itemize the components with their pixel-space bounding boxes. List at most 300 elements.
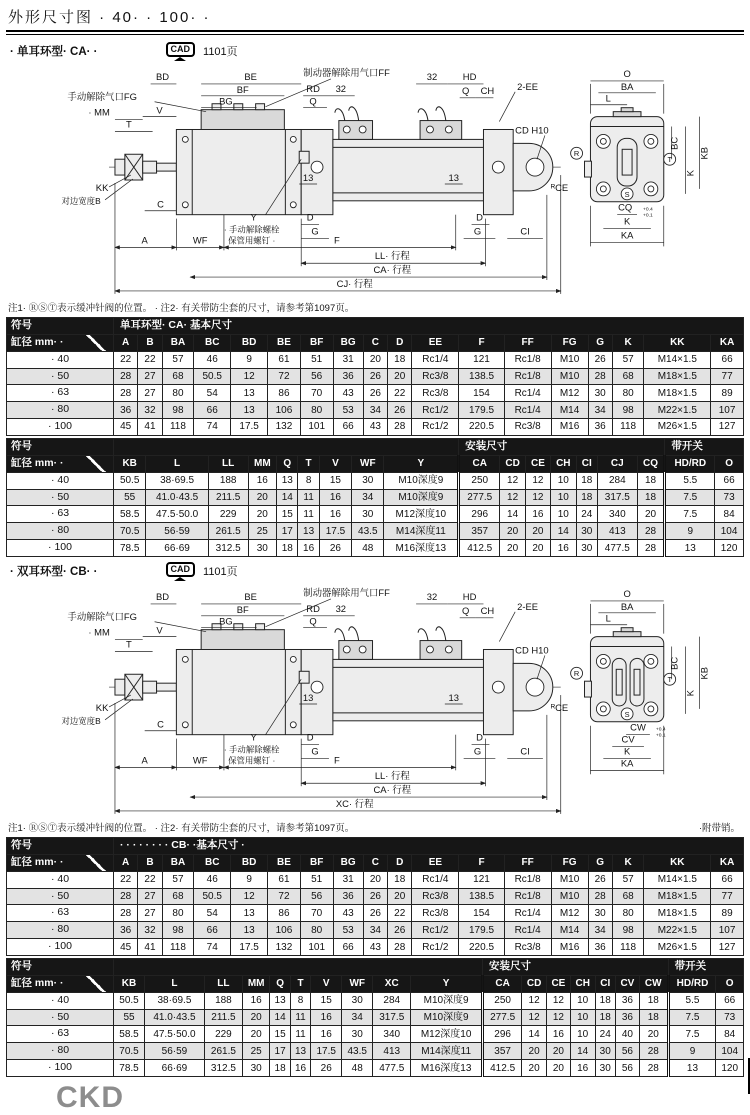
column-header: L: [145, 975, 205, 992]
row-label-bore: · 80: [7, 1043, 114, 1060]
column-header: CV: [615, 975, 639, 992]
rect-shape: [613, 112, 641, 117]
dim-cell: 55: [114, 1009, 145, 1026]
label-t: T: [125, 118, 132, 130]
circle-shape: [359, 646, 366, 653]
dim-cell: M14深度11: [411, 1043, 483, 1060]
dim-cell: 78.5: [114, 540, 146, 557]
dim-cell: 26: [311, 1060, 342, 1077]
dim-cell: M14: [551, 402, 588, 419]
dim-cell: 30: [342, 992, 373, 1009]
dim-cell: 41.0·43.5: [145, 1009, 205, 1026]
dim-cell: 56: [615, 1043, 639, 1060]
dim-cell: 20: [500, 523, 526, 540]
label-rce: ᴿCE: [550, 181, 569, 193]
column-header: D: [388, 334, 412, 351]
label-k1: K: [684, 169, 696, 177]
note-cb: [6, 819, 744, 837]
row-label-bore: · 40: [7, 472, 114, 489]
label-bc: BC: [668, 656, 680, 670]
label-g1: G: [311, 745, 319, 757]
circle-shape: [290, 656, 296, 662]
circle-shape: [290, 202, 296, 208]
column-header: BC: [194, 854, 231, 871]
dim-cell: 211.5: [208, 489, 248, 506]
column-header: O: [716, 975, 744, 992]
column-header: CE: [525, 455, 550, 472]
dim-cell: Rc1/2: [412, 939, 459, 956]
dim-cell: 17.5: [311, 1043, 342, 1060]
dim-cell: M14深度11: [384, 523, 459, 540]
cad-page-ref-ca: 1101页: [203, 46, 238, 58]
dim-cell: 27: [138, 905, 162, 922]
dim-cell: 412.5: [482, 1060, 521, 1077]
dim-cell: 36: [114, 922, 138, 939]
dim-cell: 10: [570, 1009, 595, 1026]
dim-cell: 30: [248, 540, 277, 557]
column-header: KB: [114, 975, 145, 992]
label-ka: KA: [620, 757, 634, 769]
dim-cell: 27: [138, 385, 162, 402]
dim-cell: 57: [162, 351, 194, 368]
dim-cell: 13: [668, 1060, 716, 1077]
dim-cell: 138.5: [459, 888, 504, 905]
circle-shape: [445, 646, 452, 653]
circle-shape: [290, 722, 296, 728]
dim-cell: 46: [194, 351, 231, 368]
column-header: BD: [231, 334, 268, 351]
column-header: CW: [639, 975, 668, 992]
dim-cell: 118: [162, 939, 194, 956]
label-tol_top: +0.4: [642, 207, 653, 213]
dim-cell: 27: [138, 888, 162, 905]
column-header: KB: [114, 455, 146, 472]
label-a: A: [141, 754, 148, 766]
label-qb: Q: [461, 84, 470, 96]
dim-cell: 22: [138, 871, 162, 888]
line-shape: [109, 175, 131, 187]
label-ff: 制动器解除用气口FF: [303, 587, 390, 599]
label-be: BE: [244, 590, 257, 602]
dim-cell: 98: [612, 402, 644, 419]
circle-shape: [290, 136, 296, 142]
column-header: Y: [411, 975, 483, 992]
dim-cell: 120: [715, 540, 744, 557]
column-group-header: 安装尺寸: [459, 439, 665, 456]
section-cb-title: · 双耳环型· CB· ·: [10, 566, 98, 579]
label-ka: KA: [620, 229, 634, 241]
column-header: L: [146, 455, 208, 472]
label-bf: BF: [236, 603, 249, 615]
rect-shape: [234, 104, 243, 110]
dim-cell: 16: [242, 992, 269, 1009]
dim-cell: 50.5: [114, 992, 145, 1009]
row-label-bore: · 80: [7, 922, 114, 939]
dim-cell: 26: [363, 888, 387, 905]
label-qa: Q: [309, 615, 317, 627]
dim-cell: 106: [268, 922, 301, 939]
dim-cell: 9: [668, 1043, 716, 1060]
dim-cell: 36: [333, 368, 363, 385]
label-ca: CA· 行程: [373, 784, 412, 796]
dim-cell: 20: [242, 1026, 269, 1043]
dim-cell: 80: [162, 385, 194, 402]
dim-cell: 13: [290, 1043, 310, 1060]
column-header: FG: [551, 334, 588, 351]
label-n32a: 32: [335, 82, 347, 94]
dim-cell: 20: [388, 368, 412, 385]
dim-cell: 98: [612, 922, 644, 939]
line-shape: [105, 179, 133, 200]
label-cv: CV: [621, 733, 635, 745]
dim-cell: 107: [711, 922, 744, 939]
dim-cell: 14: [522, 1026, 547, 1043]
dim-cell: 28: [639, 1043, 668, 1060]
table-row: [7, 992, 744, 1009]
dim-cell: 27: [138, 368, 162, 385]
table-corner-bottom: 缸径 mm· ·: [7, 455, 114, 472]
label-ll: LL· 行程: [374, 770, 410, 782]
dim-cell: 24: [595, 1026, 615, 1043]
label-b: 对边宽度B: [61, 195, 101, 206]
dim-cell: 312.5: [208, 540, 248, 557]
footer: [6, 1079, 744, 1115]
dim-cell: 12: [231, 888, 268, 905]
dim-cell: 48: [342, 1060, 373, 1077]
dim-cell: 16: [319, 489, 351, 506]
circle-shape: [648, 138, 654, 144]
dim-cell: 10: [550, 472, 576, 489]
dim-cell: 412.5: [459, 540, 500, 557]
row-label-bore: · 63: [7, 506, 114, 523]
dim-cell: 48: [352, 540, 384, 557]
column-group-header: · · · · · · · · CB· ·基本尺寸 ·: [114, 838, 744, 855]
label-cd: CD H10: [515, 124, 549, 136]
dim-cell: 51: [300, 351, 333, 368]
dim-cell: 36: [333, 888, 363, 905]
dim-cell: M22×1.5: [644, 402, 711, 419]
table-corner-bottom: 缸径 mm· ·: [7, 854, 114, 871]
dim-cell: 78.5: [114, 1060, 145, 1077]
circle-shape: [526, 158, 544, 176]
dim-cell: 118: [612, 939, 644, 956]
row-label-bore: · 80: [7, 402, 114, 419]
dim-cell: 16: [298, 540, 319, 557]
dim-cell: 12: [522, 1009, 547, 1026]
dim-cell: 220.5: [459, 939, 504, 956]
dim-cell: 5.5: [665, 472, 715, 489]
dim-cell: 12: [500, 472, 526, 489]
dim-cell: 36: [114, 402, 138, 419]
column-header: K: [612, 854, 644, 871]
table-row: [7, 523, 744, 540]
table-corner-top: 符号: [7, 959, 114, 976]
label-qa: Q: [309, 95, 317, 107]
column-header: G: [588, 334, 612, 351]
dim-cell: 28: [114, 905, 138, 922]
label-tc: T: [667, 675, 672, 685]
table-ca-mounting-dims: [6, 438, 744, 557]
dim-cell: M10深度9: [411, 1009, 483, 1026]
dim-cell: 127: [711, 939, 744, 956]
dim-cell: 66: [716, 992, 744, 1009]
table-row: [7, 1009, 744, 1026]
label-b: 对边宽度B: [61, 715, 101, 726]
dim-cell: 80: [162, 905, 194, 922]
row-label-bore: · 63: [7, 905, 114, 922]
dim-cell: 30: [576, 523, 597, 540]
label-g2: G: [473, 745, 482, 757]
column-group-header: 安装尺寸: [482, 959, 668, 976]
dim-cell: 261.5: [204, 1043, 242, 1060]
label-n13b: 13: [448, 172, 459, 183]
table-row: [7, 540, 744, 557]
label-kb: KB: [698, 146, 710, 160]
drawing-cb: [6, 583, 744, 819]
dim-cell: 80: [300, 922, 333, 939]
dim-cell: M18×1.5: [644, 368, 711, 385]
dim-cell: 16: [319, 506, 351, 523]
dim-cell: 12: [525, 489, 550, 506]
column-header: D: [388, 854, 412, 871]
dim-cell: 104: [716, 1043, 744, 1060]
dim-cell: 277.5: [482, 1009, 521, 1026]
rect-shape: [299, 151, 309, 163]
dim-cell: 118: [162, 419, 194, 436]
label-kk: KK: [95, 701, 109, 713]
table-ca-basic-dims: [6, 317, 744, 436]
rect-shape: [613, 632, 641, 637]
ckd-logo: CKD: [56, 1081, 124, 1115]
label-ee: 2-EE: [517, 80, 539, 92]
column-header: K: [612, 334, 644, 351]
dim-cell: 89: [711, 385, 744, 402]
table-corner-bottom: 缸径 mm· ·: [7, 334, 114, 351]
table-cb-basic-dims: [6, 837, 744, 956]
label-tc: T: [667, 155, 672, 165]
dim-cell: 86: [268, 905, 301, 922]
column-header: MM: [248, 455, 277, 472]
label-hd: HD: [462, 590, 477, 602]
dim-cell: 34: [342, 1009, 373, 1026]
dim-cell: M14×1.5: [644, 351, 711, 368]
label-bc: BC: [668, 136, 680, 150]
dim-cell: Rc1/8: [504, 888, 551, 905]
circle-shape: [526, 678, 544, 696]
dim-cell: M12: [551, 385, 588, 402]
label-cq: CQ: [618, 201, 633, 213]
dim-cell: 22: [114, 871, 138, 888]
dim-cell: M10: [551, 351, 588, 368]
dim-cell: 154: [459, 905, 504, 922]
dim-cell: 22: [388, 905, 412, 922]
column-header: CD: [522, 975, 547, 992]
dim-cell: 34: [363, 402, 387, 419]
label-v: V: [156, 104, 163, 116]
label-t: T: [125, 638, 132, 650]
dim-cell: 17.5: [231, 939, 268, 956]
column-header: BE: [268, 854, 301, 871]
dim-cell: 296: [482, 1026, 521, 1043]
table-row: [7, 922, 744, 939]
note-ca-text: 注1· ⓇⓈⓉ表示缓冲针阀的位置。 · 注2· 有关带防尘套的尺寸，请参考第1097页。: [8, 303, 355, 314]
label-bolt1: · 手动解除螺栓: [223, 224, 280, 235]
dim-cell: M26×1.5: [644, 419, 711, 436]
dim-cell: 250: [482, 992, 521, 1009]
dim-cell: 179.5: [459, 922, 504, 939]
dim-cell: 28: [637, 523, 665, 540]
dim-cell: 121: [459, 871, 504, 888]
dim-cell: 101: [300, 939, 333, 956]
column-header: CE: [546, 975, 570, 992]
column-header: C: [363, 334, 387, 351]
dim-cell: Rc1/8: [504, 871, 551, 888]
dim-cell: 20: [242, 1009, 269, 1026]
dim-cell: 14: [550, 523, 576, 540]
dim-cell: 43: [333, 385, 363, 402]
table-row: [7, 905, 744, 922]
dim-cell: 43.5: [352, 523, 384, 540]
dim-cell: 28: [637, 540, 665, 557]
label-ba: BA: [620, 600, 634, 612]
dim-cell: 68: [612, 888, 644, 905]
dim-cell: 30: [595, 1060, 615, 1077]
dim-cell: 55: [114, 489, 146, 506]
dim-cell: 14: [277, 489, 298, 506]
dim-cell: 18: [639, 992, 668, 1009]
path-shape: [349, 107, 359, 121]
label-hd: HD: [462, 70, 477, 82]
dim-cell: M14×1.5: [644, 871, 711, 888]
label-xc: XC· 行程: [335, 798, 374, 810]
dim-cell: 101: [300, 419, 333, 436]
dim-cell: M12深度10: [384, 506, 459, 523]
column-header: CI: [576, 455, 597, 472]
dim-cell: Rc1/4: [412, 351, 459, 368]
table-row: [7, 1043, 744, 1060]
rect-shape: [333, 139, 484, 200]
dim-cell: 73: [715, 489, 744, 506]
dim-cell: 340: [597, 506, 637, 523]
dim-cell: M10: [551, 888, 588, 905]
dim-cell: 10: [570, 1026, 595, 1043]
section-ca-heading: [6, 39, 744, 63]
rect-shape: [256, 104, 265, 110]
dim-cell: 56: [300, 888, 333, 905]
table-row: [7, 351, 744, 368]
circle-shape: [600, 186, 606, 192]
dim-cell: 50.5: [114, 472, 146, 489]
dim-cell: 66: [711, 871, 744, 888]
column-header: A: [114, 334, 138, 351]
dim-cell: Rc3/8: [412, 368, 459, 385]
dim-cell: 18: [270, 1060, 290, 1077]
dim-cell: 74: [194, 419, 231, 436]
dim-cell: 80: [612, 905, 644, 922]
dim-cell: M12深度10: [411, 1026, 483, 1043]
dim-cell: 13: [231, 402, 268, 419]
label-wf: WF: [192, 754, 208, 766]
dim-cell: 68: [612, 368, 644, 385]
dim-cell: 7.5: [665, 489, 715, 506]
dim-cell: 26: [319, 540, 351, 557]
dim-cell: 56·59: [145, 1043, 205, 1060]
dim-cell: 18: [388, 351, 412, 368]
dim-cell: 20: [363, 871, 387, 888]
dim-cell: 58.5: [114, 506, 146, 523]
dim-cell: 477.5: [597, 540, 637, 557]
column-header: KA: [711, 334, 744, 351]
dim-cell: 413: [373, 1043, 411, 1060]
circle-shape: [343, 646, 350, 653]
label-ci: CI: [520, 745, 530, 757]
dim-cell: 340: [373, 1026, 411, 1043]
dim-cell: 15: [319, 472, 351, 489]
column-header: WF: [352, 455, 384, 472]
label-cd: CD H10: [515, 644, 549, 656]
dim-cell: 13: [277, 472, 298, 489]
table-row: [7, 489, 744, 506]
path-shape: [436, 107, 446, 121]
rect-shape: [176, 129, 301, 214]
dim-cell: 132: [268, 419, 301, 436]
line-shape: [266, 599, 331, 627]
dim-cell: M12: [551, 905, 588, 922]
label-kb: KB: [698, 667, 710, 680]
dim-cell: 30: [342, 1026, 373, 1043]
dim-cell: 34: [588, 402, 612, 419]
column-header: FF: [504, 854, 551, 871]
dim-cell: 68: [162, 888, 194, 905]
row-label-bore: · 63: [7, 385, 114, 402]
dim-cell: 9: [665, 523, 715, 540]
column-header: G: [588, 854, 612, 871]
column-header: MM: [242, 975, 269, 992]
rect-shape: [143, 161, 157, 173]
rect-shape: [585, 681, 592, 697]
dim-cell: 22: [138, 351, 162, 368]
dim-cell: 28: [114, 385, 138, 402]
dim-cell: 11: [298, 506, 319, 523]
label-tol_bot: +0.1: [655, 733, 666, 739]
dim-cell: 28: [588, 888, 612, 905]
dim-cell: Rc3/8: [412, 888, 459, 905]
line-shape: [105, 699, 133, 720]
dim-cell: 12: [546, 992, 570, 1009]
dim-cell: 86: [268, 385, 301, 402]
dim-cell: 73: [716, 1009, 744, 1026]
dim-cell: 10: [570, 992, 595, 1009]
label-kk: KK: [95, 181, 109, 193]
rect-shape: [115, 679, 125, 695]
circle-shape: [600, 138, 606, 144]
dim-cell: 14: [270, 1009, 290, 1026]
column-header: C: [363, 854, 387, 871]
dim-cell: 45: [114, 939, 138, 956]
dim-cell: 72: [268, 368, 301, 385]
dim-cell: 13: [665, 540, 715, 557]
corner-diagonal: [79, 855, 113, 871]
column-header: FG: [551, 854, 588, 871]
circle-shape: [182, 202, 188, 208]
dim-cell: 43: [363, 939, 387, 956]
column-header: KK: [644, 854, 711, 871]
dim-cell: 66: [715, 472, 744, 489]
dim-cell: 98: [162, 922, 194, 939]
cad-icon-text: CAD: [166, 42, 196, 57]
table-row: [7, 472, 744, 489]
dim-cell: 138.5: [459, 368, 504, 385]
